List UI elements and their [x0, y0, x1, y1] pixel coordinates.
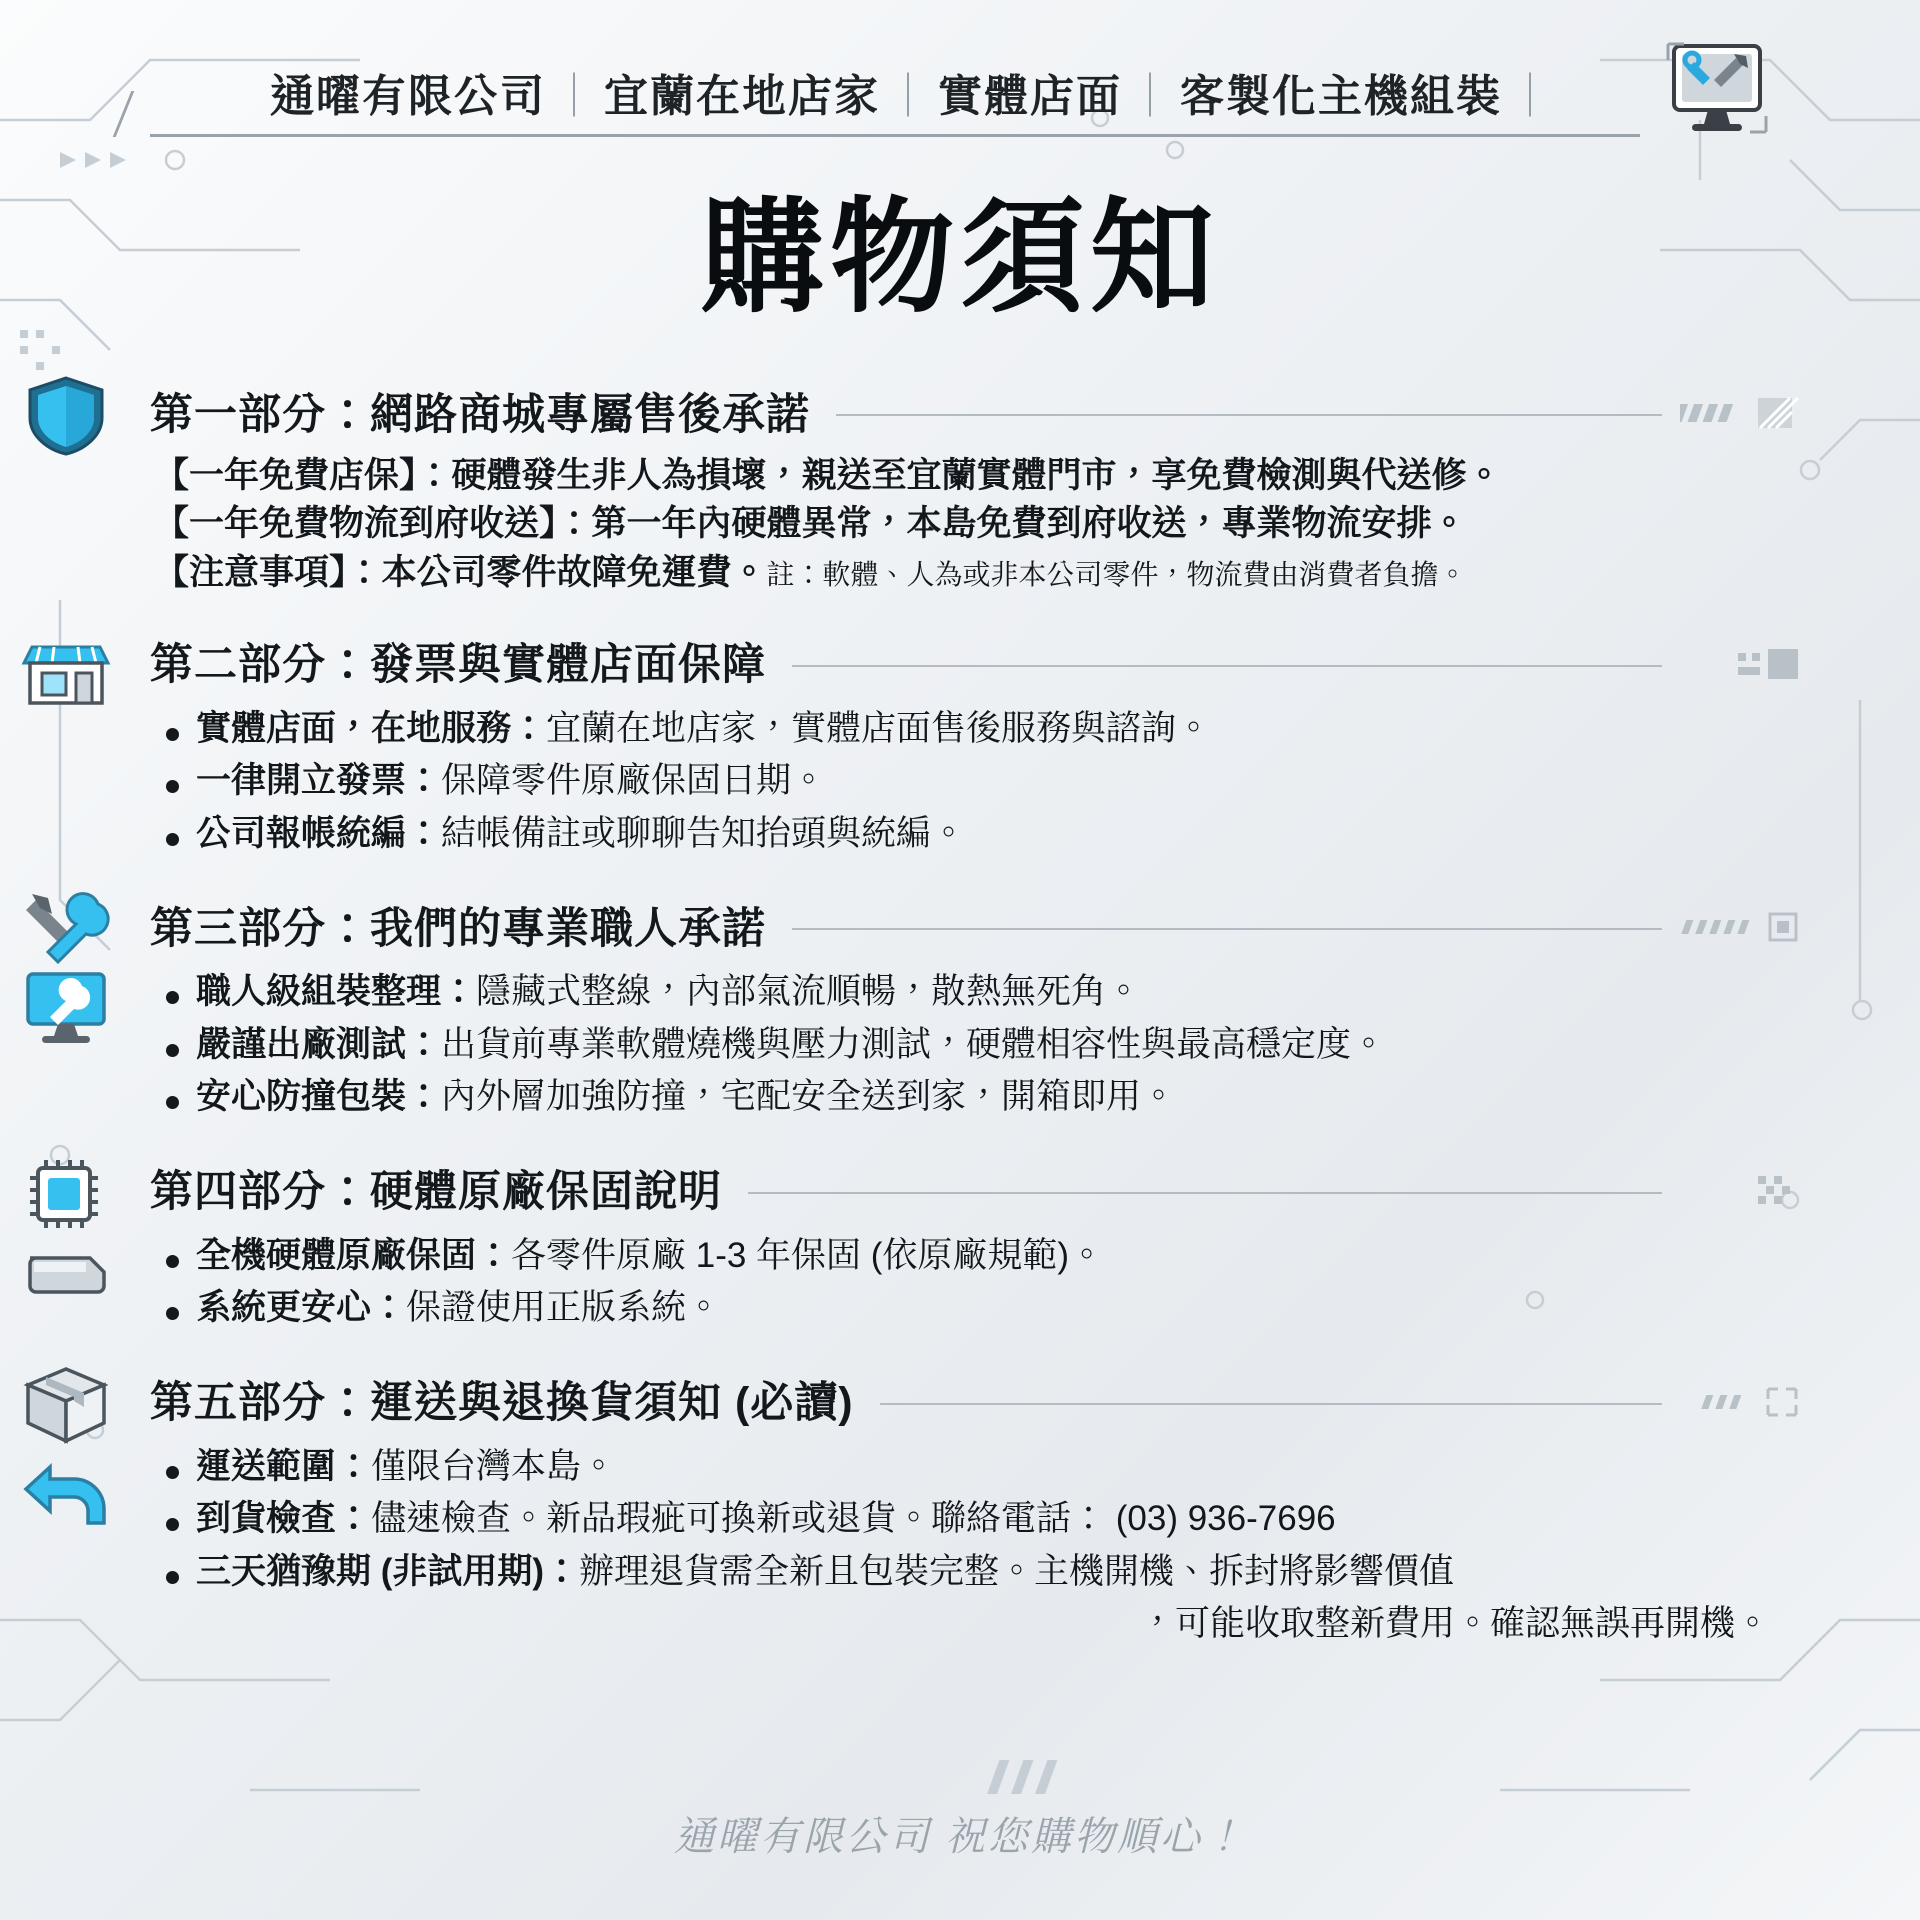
- header-sep-1: ｜: [886, 72, 932, 121]
- package-box-icon: [20, 1363, 112, 1447]
- page-title: 購物須知: [699, 186, 1220, 330]
- section-4: [150, 1158, 1800, 1335]
- monitor-tools-icon: [1664, 40, 1770, 136]
- monitor-wrench-icon: [20, 966, 112, 1050]
- bullet-strong: 公司報帳統編：: [196, 813, 442, 853]
- list-item: [154, 1441, 1800, 1494]
- pixel-dots-decoration-4: [1680, 1174, 1800, 1208]
- stripes-decoration-1: [1680, 396, 1800, 430]
- header-item-3: 客製化主機組裝: [1180, 72, 1502, 121]
- paragraph: 【一年免費物流到府收送】：第一年內硬體異常，本島免費到府收送，專業物流安排。: [154, 504, 1467, 544]
- bullet-strong: 運送範圍：: [196, 1446, 372, 1486]
- list-item: [154, 755, 1800, 808]
- bullet-text: 宜蘭在地店家，實體店面售後服務與諮詢。: [546, 708, 1212, 748]
- paragraph-note: 註：軟體、人為或非本公司零件，物流費由消費者負擔。: [766, 558, 1467, 590]
- bullet-text: 辦理退貨需全新且包裝完整。主機開機、拆封將影響價值: [579, 1551, 1455, 1591]
- bullet-strong: 安心防撞包裝：: [196, 1077, 442, 1117]
- list-item: [154, 1071, 1800, 1124]
- section-1-paragraphs: [154, 452, 1800, 597]
- list-item: [154, 1282, 1800, 1335]
- bullet-strong: 全機硬體原廠保固：: [196, 1235, 512, 1275]
- paragraph: 【一年免費店保】：硬體發生非人為損壞，親送至宜蘭實體門市，享免費檢測與代送修。: [154, 456, 1502, 495]
- list-item: [154, 1546, 1800, 1651]
- bullet-text: 隱藏式整線，內部氣流順暢，散熱無死角。: [476, 972, 1142, 1012]
- bullet-strong: 嚴謹出廠測試：: [196, 1024, 442, 1064]
- bullet-strong: 職人級組裝整理：: [196, 972, 477, 1012]
- list-item: [154, 1493, 1800, 1546]
- ssd-drive-icon: [20, 1242, 112, 1304]
- dashes-square-decoration-3: [1680, 910, 1800, 944]
- wrench-screwdriver-icon: [20, 888, 112, 972]
- cpu-chip-icon: [20, 1152, 112, 1236]
- squares-decoration-2: [1680, 647, 1800, 681]
- return-arrow-icon: [20, 1447, 112, 1531]
- bullet-text: 僅限台灣本島。: [371, 1446, 617, 1486]
- header-text: [270, 60, 1560, 124]
- section-3-bullets: [154, 966, 1800, 1124]
- paragraph: [154, 549, 1800, 597]
- section-5-head: [150, 1369, 1800, 1431]
- list-item: [154, 808, 1800, 861]
- section-2-title: 第二部分：發票與實體店面保障: [150, 641, 766, 690]
- section-3-title: 第三部分：我們的專業職人承諾: [150, 904, 766, 953]
- section-2: [150, 631, 1800, 861]
- section-5-title: 第五部分：運送與退換貨須知 (必讀): [150, 1379, 854, 1428]
- section-2-rule: [792, 665, 1662, 667]
- section-1-head: [150, 380, 1800, 442]
- bullet-strong: 到貨檢查：: [196, 1499, 372, 1539]
- section-3-rule: [792, 928, 1662, 930]
- list-item: [154, 1230, 1800, 1283]
- section-5-rule: [880, 1403, 1662, 1405]
- section-2-head: [150, 631, 1800, 693]
- bullet-text: 結帳備註或聊聊告知抬頭與統編。: [441, 813, 967, 853]
- list-item: [154, 966, 1800, 1019]
- storefront-icon: [20, 625, 112, 709]
- footer-text: 通曜有限公司 祝您購物順心！: [674, 1814, 1246, 1859]
- bullet-strong: 系統更安心：: [196, 1288, 407, 1328]
- bullet-text: 保障零件原廠保固日期。: [441, 761, 827, 801]
- bullet-strong: 實體店面，在地服務：: [196, 708, 547, 748]
- section-1-title: 第一部分：網路商城專屬售後承諾: [150, 390, 810, 439]
- header-item-0: 通曜有限公司: [270, 72, 546, 121]
- bullet-text: 內外層加強防撞，宅配安全送到家，開箱即用。: [441, 1077, 1177, 1117]
- section-5: [150, 1369, 1800, 1651]
- list-item: [154, 1019, 1800, 1072]
- section-3-head: [150, 894, 1800, 956]
- header-sep-3: ｜: [1508, 72, 1554, 121]
- section-4-bullets: [154, 1230, 1800, 1335]
- shield-icon: [20, 374, 112, 458]
- bullet-text: 儘速檢查。新品瑕疵可換新或退貨。聯絡電話： (03) 936-7696: [371, 1499, 1336, 1539]
- bullet-strong: 三天猶豫期 (非試用期)：: [196, 1551, 580, 1591]
- paragraph-strong: 【注意事項】：本公司零件故障免運費。: [154, 552, 767, 592]
- header-item-2: 實體店面: [938, 72, 1122, 121]
- section-4-head: [150, 1158, 1800, 1220]
- header-sep-2: ｜: [1128, 72, 1174, 121]
- list-item: [154, 703, 1800, 756]
- header-item-1: 宜蘭在地店家: [604, 72, 880, 121]
- bullet-text-continued: ，可能收取整新費用。確認無誤再開機。: [1139, 1604, 1770, 1644]
- section-4-title: 第四部分：硬體原廠保固說明: [150, 1168, 722, 1217]
- bullet-text: 保證使用正版系統。: [406, 1288, 722, 1328]
- bullet-strong: 一律開立發票：: [196, 761, 442, 801]
- section-1-rule: [836, 414, 1662, 416]
- header: [150, 48, 1770, 134]
- section-5-bullets: [154, 1441, 1800, 1651]
- header-sep-0: ｜: [552, 72, 598, 121]
- section-1: [150, 380, 1800, 597]
- sections-container: [150, 380, 1800, 1657]
- bullet-text: 各零件原廠 1-3 年保固 (依原廠規範)。: [511, 1235, 1105, 1275]
- bullet-text: 出貨前專業軟體燒機與壓力測試，硬體相容性與最高穩定度。: [441, 1024, 1387, 1064]
- section-3: [150, 894, 1800, 1124]
- section-4-rule: [748, 1192, 1662, 1194]
- section-2-bullets: [154, 703, 1800, 861]
- dashes-bracket-decoration-5: [1680, 1385, 1800, 1419]
